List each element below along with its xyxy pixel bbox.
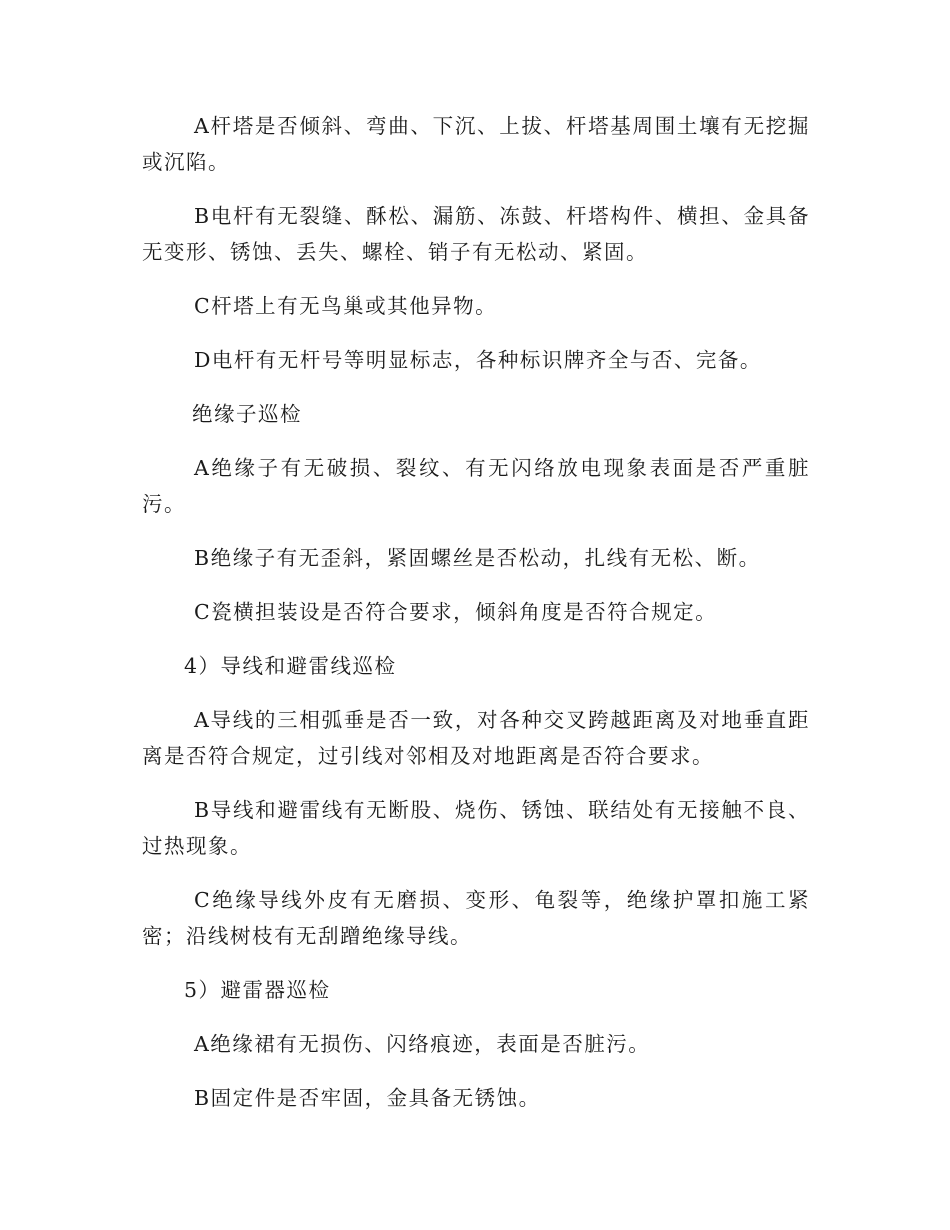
paragraph-conductor-damage: B导线和避雷线有无断股、烧伤、锈蚀、联结处有无接触不良、过热现象。 bbox=[142, 798, 810, 858]
document-body bbox=[142, 108, 810, 1134]
paragraph-bird-nest: C杆塔上有无鸟巢或其他异物。 bbox=[194, 294, 498, 318]
paragraph-arrester-fixings: B固定件是否牢固，金具备无锈蚀。 bbox=[194, 1086, 541, 1110]
heading-insulator-inspection: 绝缘子巡检 bbox=[192, 402, 302, 426]
paragraph-insulator-tilt: B绝缘子有无歪斜，紧固螺丝是否松动，扎线有无松、断。 bbox=[194, 546, 761, 570]
paragraph-pole-cracks: B电杆有无裂缝、酥松、漏筋、冻鼓、杆塔构件、横担、金具备无变形、锈蚀、丢失、螺栓、销子有无松动、紧固。 bbox=[142, 204, 810, 264]
paragraph-arrester-skirt: A绝缘裙有无损伤、闪络痕迹，表面是否脏污。 bbox=[194, 1032, 651, 1056]
paragraph-pole-tilt: A杆塔是否倾斜、弯曲、下沉、上拔、杆塔基周围土壤有无挖掘或沉陷。 bbox=[142, 114, 810, 174]
paragraph-pole-number: D电杆有无杆号等明显标志，各种标识牌齐全与否、完备。 bbox=[194, 348, 762, 372]
paragraph-conductor-sag: A导线的三相弧垂是否一致，对各种交叉跨越距离及对地垂直距离是否符合规定，过引线对邻相及对地距离是否符合要求。 bbox=[142, 708, 810, 768]
heading-arrester-inspection: 5）避雷器巡检 bbox=[184, 978, 331, 1002]
heading-conductor-inspection: 4）导线和避雷线巡检 bbox=[184, 654, 397, 678]
paragraph-insulated-conductor: C绝缘导线外皮有无磨损、变形、龟裂等，绝缘护罩扣施工紧密；沿线树枝有无刮蹭绝缘导线。 bbox=[142, 888, 810, 948]
paragraph-insulator-damage: A绝缘子有无破损、裂纹、有无闪络放电现象表面是否严重脏污。 bbox=[142, 456, 810, 516]
paragraph-porcelain-crossarm: C瓷横担装设是否符合要求，倾斜角度是否符合规定。 bbox=[194, 600, 718, 624]
